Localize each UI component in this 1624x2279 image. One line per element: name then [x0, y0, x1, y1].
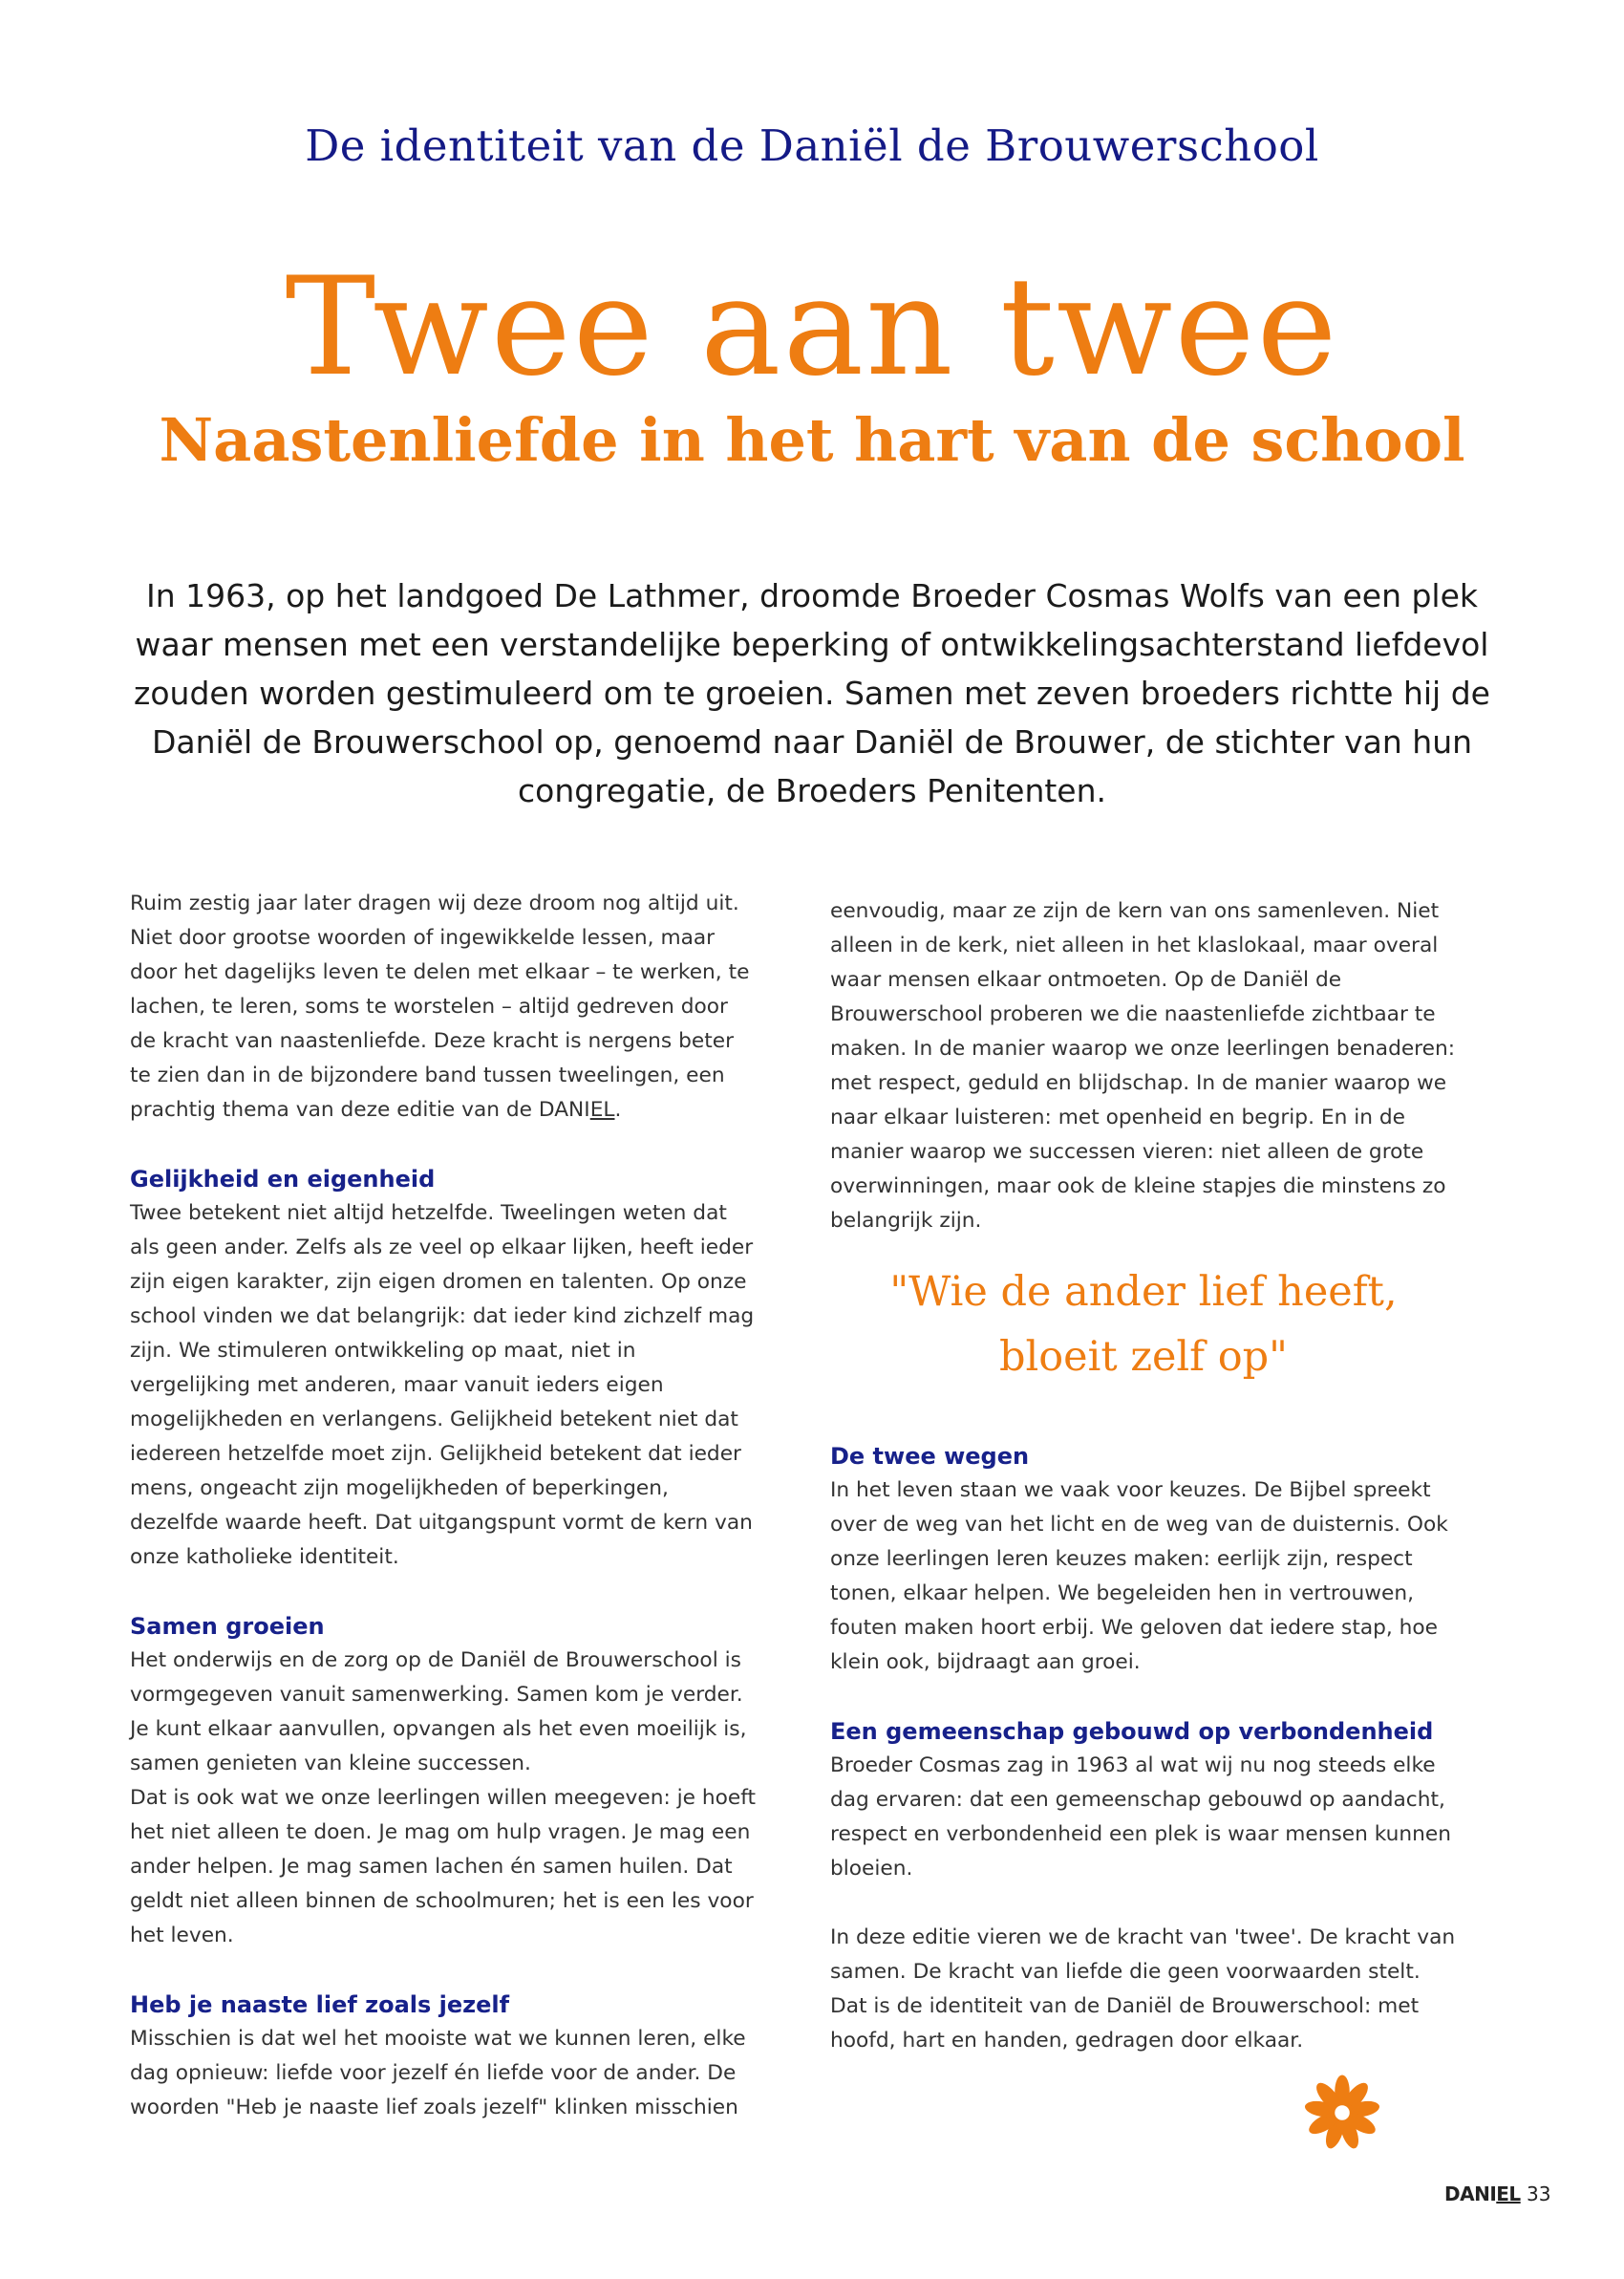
opening-text: Ruim zestig jaar later dragen wij deze droom nog altijd uit. Niet door grootse woorden of ingewikkelde lessen, maar door het dagelijks leven te delen met elkaar – te werken, te lachen, te leren, soms te worstelen – altijd gedreven door de kracht van naastenliefde. Deze kracht is nergens beter te zien dan in de bijzondere band tussen tweelingen, een prachtig thema van deze editie van de [130, 892, 750, 1122]
page-number: 33 [1527, 2182, 1551, 2205]
right-column [830, 894, 1457, 2058]
brand-part-a: DANI [538, 1098, 590, 1122]
opening-paragraph [130, 887, 757, 1128]
opening-end: . [614, 1098, 622, 1122]
paragraph-naaste: Misschien is dat wel het mooiste wat we kunnen leren, elke dag opnieuw: liefde voor jezelf én liefde voor de ander. De woorden "Heb je naaste lief zoals jezelf" klinken misschien [130, 2027, 746, 2119]
quote-line-1: "Wie de ander lief heeft, [889, 1268, 1398, 1316]
magazine-brand-inline [539, 1098, 615, 1122]
page-title: Twee aan twee [285, 248, 1339, 406]
paragraph-slot: In deze editie vieren we de kracht van 'twee'. De kracht van samen. De kracht van liefde die geen voorwaarden stelt. Dat is de identiteit van de Daniël de Brouwerschool: met hoofd, hart en handen, gedragen door elkaar. [830, 1925, 1456, 2053]
page-subtitle: Naastenliefde in het hart van de school [159, 405, 1465, 475]
heading-gelijkheid: Gelijkheid en eigenheid [130, 1166, 436, 1193]
brand-part-b: EL [589, 1098, 615, 1122]
flower-icon [1301, 2072, 1383, 2154]
pull-quote [830, 1259, 1457, 1389]
heading-gemeenschap: Een gemeenschap gebouwd op verbondenheid [830, 1718, 1434, 1745]
footer-brand [1444, 2182, 1521, 2205]
paragraph-twee-wegen: In het leven staan we vaak voor keuzes. De Bijbel spreekt over de weg van het licht en de weg van de duisternis. Ook onze leerlingen leren keuzes maken: eerlijk zijn, respect tonen, elkaar helpen. We begeleiden hen in vertrouwen, fouten maken hoort erbij. We geloven dat iedere stap, hoe klein ook, bijdraagt aan groei. [830, 1478, 1448, 1674]
left-column [130, 887, 757, 2125]
page-footer [1444, 2182, 1551, 2205]
paragraph-samen-groeien-2: Dat is ook wat we onze leerlingen willen meegeven: je hoeft het niet alleen te doen. Je mag om hulp vragen. Je mag een ander helpen. Je mag samen lachen én samen huilen. Dat geldt niet alleen binnen de schoolmuren; het is een les voor het leven. [130, 1786, 757, 1947]
heading-samen-groeien: Samen groeien [130, 1613, 325, 1640]
heading-naaste: Heb je naaste lief zoals jezelf [130, 1991, 510, 2018]
page-kicker: De identiteit van de Daniël de Brouwerschool [305, 120, 1319, 171]
paragraph-gelijkheid: Twee betekent niet altijd hetzelfde. Tweelingen weten dat als geen ander. Zelfs als ze veel op elkaar lijken, heeft ieder zijn eigen karakter, zijn eigen dromen en talenten. Op onze school vinden we dat belangrijk: dat ieder kind zichzelf mag zijn. We stimuleren ontwikkeling op maat, niet in vergelijking met anderen, maar vanuit ieders eigen mogelijkheden en verlangens. Gelijkheid betekent niet dat iedereen hetzelfde moet zijn. Gelijkheid betekent dat ieder mens, ongeacht zijn mogelijkheden of beperkingen, dezelfde waarde heeft. Dat uitgangspunt vormt de kern van onze katholieke identiteit. [130, 1201, 755, 1569]
intro-paragraph: In 1963, op het landgoed De Lathmer, droomde Broeder Cosmas Wolfs van een plek waar mensen met een verstandelijke beperking of ontwikkelingsachterstand liefdevol zouden worden gestimuleerd om te groeien. Samen met zeven broeders richtte hij de Daniël de Brouwerschool op, genoemd naar Daniël de Brouwer, de stichter van hun congregatie, de Broeders Penitenten. [134, 577, 1490, 809]
heading-twee-wegen: De twee wegen [830, 1443, 1030, 1470]
paragraph-gemeenschap: Broeder Cosmas zag in 1963 al wat wij nu nog steeds elke dag ervaren: dat een gemeenschap gebouwd op aandacht, respect en verbondenheid een plek is waar mensen kunnen bloeien. [830, 1753, 1451, 1881]
paragraph-continued: eenvoudig, maar ze zijn de kern van ons samenleven. Niet alleen in de kerk, niet alleen in het klaslokaal, maar overal waar mensen elkaar ontmoeten. Op de Daniël de Brouwerschool proberen we die naastenliefde zichtbaar te maken. In de manier waarop we onze leerlingen benaderen: met respect, geduld en blijdschap. In de manier waarop we naar elkaar luisteren: met openheid en begrip. En in de manier waarop we successen vieren: niet alleen de grote overwinningen, maar ook de kleine stapjes die minstens zo belangrijk zijn. [830, 899, 1456, 1233]
paragraph-samen-groeien-1: Het onderwijs en de zorg op de Daniël de Brouwerschool is vormgegeven vanuit samenwerking. Samen kom je verder. Je kunt elkaar aanvullen, opvangen als het even moeilijk is, samen genieten van kleine successen. [130, 1648, 747, 1775]
footer-brand-a: DANI [1444, 2182, 1497, 2205]
footer-brand-b: EL [1496, 2182, 1521, 2205]
quote-line-2: bloeit zelf op" [999, 1333, 1288, 1381]
